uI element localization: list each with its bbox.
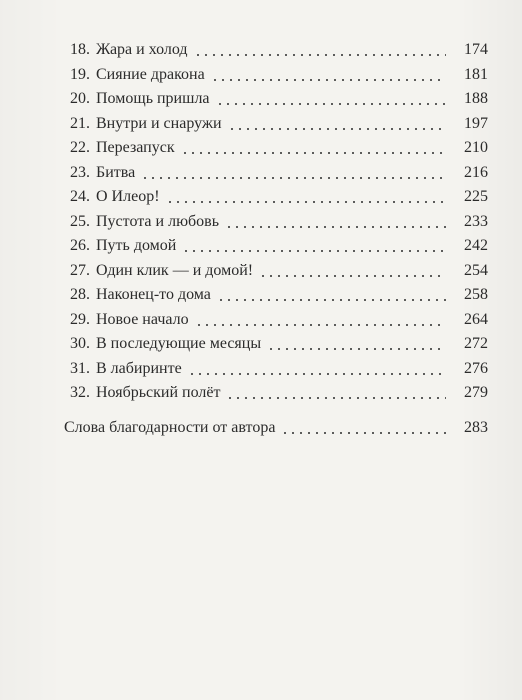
toc-entry (64, 63, 488, 88)
toc-entry (64, 283, 488, 308)
dot-leader (228, 115, 446, 133)
chapter-number: 31. (70, 359, 90, 377)
chapter-number: 25. (70, 212, 90, 230)
page-number: 216 (464, 163, 488, 181)
toc-entry (64, 381, 488, 406)
dot-leader (194, 41, 446, 59)
toc-entry (64, 136, 488, 161)
chapter-number: 26. (70, 237, 90, 254)
chapter-title: Жара и холод (96, 41, 188, 58)
toc-entry (64, 332, 488, 357)
page-number: 210 (464, 139, 488, 156)
toc-entry (64, 259, 488, 284)
page-number: 225 (464, 188, 488, 205)
chapter-number: 23. (70, 163, 90, 181)
toc-entry (64, 185, 488, 210)
chapter-number: 20. (70, 90, 90, 107)
dot-leader (225, 213, 446, 231)
page-number: 279 (464, 384, 488, 401)
page-number: 272 (464, 335, 488, 352)
page-number: 174 (464, 41, 488, 58)
chapter-number: 21. (70, 114, 90, 132)
chapter-title: Новое начало (96, 310, 189, 328)
chapter-title: Ноябрьский полёт (96, 384, 221, 401)
toc-entry (64, 357, 488, 382)
chapter-title: Внутри и снаружи (96, 114, 222, 132)
page-number: 197 (464, 114, 488, 132)
page-number: 233 (464, 212, 488, 230)
toc-entry (64, 38, 488, 63)
chapter-title: Сияние дракона (96, 65, 205, 83)
dot-leader (226, 384, 446, 402)
page-number: 242 (464, 237, 488, 254)
chapter-number: 29. (70, 310, 90, 328)
dot-leader (166, 188, 446, 206)
chapter-title: В лабиринте (96, 359, 182, 377)
chapter-number: 22. (70, 139, 90, 156)
page-number: 188 (464, 90, 488, 107)
page-number: 276 (464, 359, 488, 377)
chapter-title: О Илеор! (96, 188, 160, 205)
toc-entry-afterword (64, 416, 488, 441)
chapter-title: Наконец-то дома (96, 286, 211, 303)
page-number: 258 (464, 286, 488, 303)
toc-entry (64, 210, 488, 235)
page-number: 254 (464, 261, 488, 279)
chapter-title: Перезапуск (96, 139, 175, 156)
chapter-title: Один клик — и домой! (96, 261, 254, 279)
dot-leader (141, 164, 446, 182)
chapter-number: 28. (70, 286, 90, 303)
dot-leader (182, 237, 446, 255)
dot-leader (259, 262, 446, 280)
dot-leader (281, 419, 446, 437)
toc-entry (64, 308, 488, 333)
toc-entry (64, 112, 488, 137)
dot-leader (216, 90, 446, 108)
chapter-number: 18. (70, 41, 90, 58)
dot-leader (195, 311, 446, 329)
chapter-number: 19. (70, 65, 90, 83)
chapter-title: Путь домой (96, 237, 177, 254)
table-of-contents (64, 38, 488, 440)
page-number: 264 (464, 310, 488, 328)
chapter-number: 24. (70, 188, 90, 205)
dot-leader (267, 335, 446, 353)
chapter-number: 32. (70, 384, 90, 401)
toc-entry (64, 87, 488, 112)
dot-leader (211, 66, 446, 84)
page-number: 283 (464, 418, 488, 436)
toc-entry (64, 234, 488, 259)
chapter-number: 27. (70, 261, 90, 279)
afterword-title: Слова благодарности от автора (64, 418, 276, 436)
chapter-number: 30. (70, 335, 90, 352)
dot-leader (188, 360, 446, 378)
dot-leader (217, 286, 446, 304)
page-number: 181 (464, 65, 488, 83)
chapter-title: Пустота и любовь (96, 212, 220, 230)
chapter-title: В последующие месяцы (96, 335, 262, 352)
chapter-title: Битва (96, 163, 136, 181)
chapter-title: Помощь пришла (96, 90, 210, 107)
toc-entry (64, 161, 488, 186)
dot-leader (181, 139, 446, 157)
